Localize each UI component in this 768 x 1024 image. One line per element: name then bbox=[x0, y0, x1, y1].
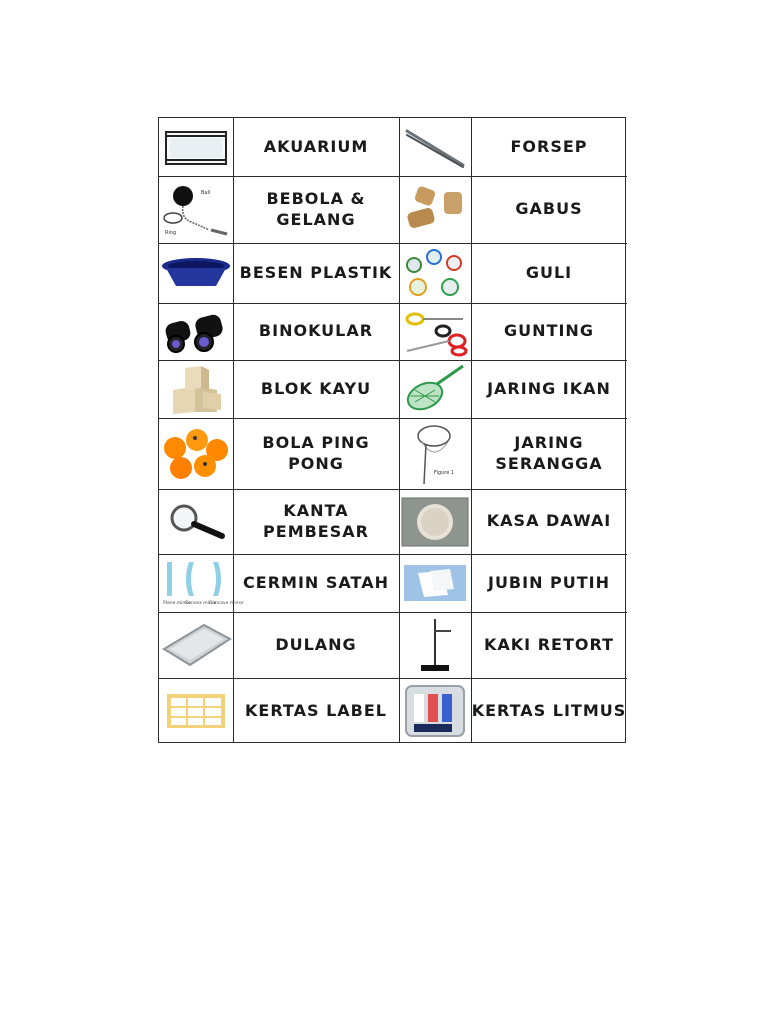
right-item-label bbox=[471, 303, 627, 360]
magnifying-glass-icon bbox=[159, 489, 233, 554]
right-item-label bbox=[471, 418, 627, 489]
item-label-text: KASA DAWAI bbox=[486, 511, 612, 531]
item-label-text: BOLA PING PONG bbox=[262, 432, 370, 473]
item-label-text: KANTA PEMBESAR bbox=[263, 500, 369, 541]
svg-text:Ball: Ball bbox=[201, 189, 211, 196]
aquarium-icon bbox=[159, 118, 233, 176]
left-item-label bbox=[233, 243, 399, 303]
wooden-blocks-icon bbox=[159, 360, 233, 418]
svg-text:Plane mirror: Plane mirror bbox=[163, 601, 191, 606]
svg-text:Concave mirror: Concave mirror bbox=[209, 601, 244, 606]
item-label-text: KERTAS LABEL bbox=[245, 700, 387, 720]
item-label-text: JARING SERANGGA bbox=[495, 432, 603, 473]
item-label-text: GABUS bbox=[515, 199, 583, 219]
item-label-text: BLOK KAYU bbox=[260, 378, 372, 398]
forceps-icon bbox=[399, 118, 471, 176]
right-item-label bbox=[471, 243, 627, 303]
tray-icon bbox=[159, 612, 233, 678]
left-item-label bbox=[233, 360, 399, 418]
item-label-text: GUNTING bbox=[504, 321, 594, 341]
apparatus-chart bbox=[158, 117, 626, 743]
item-label-text: GULI bbox=[525, 262, 573, 282]
wire-gauze-icon bbox=[399, 489, 471, 554]
right-item-label bbox=[471, 678, 627, 744]
item-label-text: DULANG bbox=[275, 634, 357, 654]
binoculars-icon bbox=[159, 303, 233, 360]
item-label-text: AKUARIUM bbox=[263, 136, 369, 156]
ping-pong-balls-icon bbox=[159, 418, 233, 489]
left-item-label bbox=[233, 176, 399, 243]
item-label-text: BEBOLA & GELANG bbox=[266, 188, 366, 229]
item-label-text: BESEN PLASTIK bbox=[239, 262, 393, 282]
white-tile-icon bbox=[399, 554, 471, 612]
label-sheet-icon bbox=[159, 678, 233, 744]
left-item-label bbox=[233, 489, 399, 554]
left-item-label bbox=[233, 612, 399, 678]
item-label-text: JUBIN PUTIH bbox=[487, 572, 611, 592]
svg-text:Figure 1: Figure 1 bbox=[434, 469, 455, 476]
plastic-basin-icon bbox=[159, 243, 233, 303]
item-label-text: FORSEP bbox=[510, 136, 588, 156]
svg-text:Convex mirror: Convex mirror bbox=[185, 601, 217, 606]
insect-net-icon bbox=[399, 418, 471, 489]
left-item-label bbox=[233, 678, 399, 744]
item-label-text: JARING IKAN bbox=[487, 378, 611, 398]
left-item-label bbox=[233, 554, 399, 612]
left-item-label bbox=[233, 418, 399, 489]
marbles-icon bbox=[399, 243, 471, 303]
right-item-label bbox=[471, 118, 627, 176]
litmus-paper-icon bbox=[399, 678, 471, 744]
retort-stand-icon bbox=[399, 612, 471, 678]
fish-net-icon bbox=[399, 360, 471, 418]
item-label-text: BINOKULAR bbox=[258, 321, 374, 341]
ball-and-ring-icon bbox=[159, 176, 233, 243]
left-item-label bbox=[233, 118, 399, 176]
right-item-label bbox=[471, 176, 627, 243]
right-item-label bbox=[471, 554, 627, 612]
cork-icon bbox=[399, 176, 471, 243]
right-item-label bbox=[471, 489, 627, 554]
item-label-text: CERMIN SATAH bbox=[243, 572, 389, 592]
item-label-text: KAKI RETORT bbox=[484, 634, 614, 654]
plane-mirror-icon bbox=[159, 554, 244, 612]
left-item-label bbox=[233, 303, 399, 360]
right-item-label bbox=[471, 612, 627, 678]
right-item-label bbox=[471, 360, 627, 418]
item-label-text: KERTAS LITMUS bbox=[471, 700, 627, 720]
scissors-icon bbox=[399, 303, 471, 360]
svg-text:Ring: Ring bbox=[165, 229, 177, 236]
